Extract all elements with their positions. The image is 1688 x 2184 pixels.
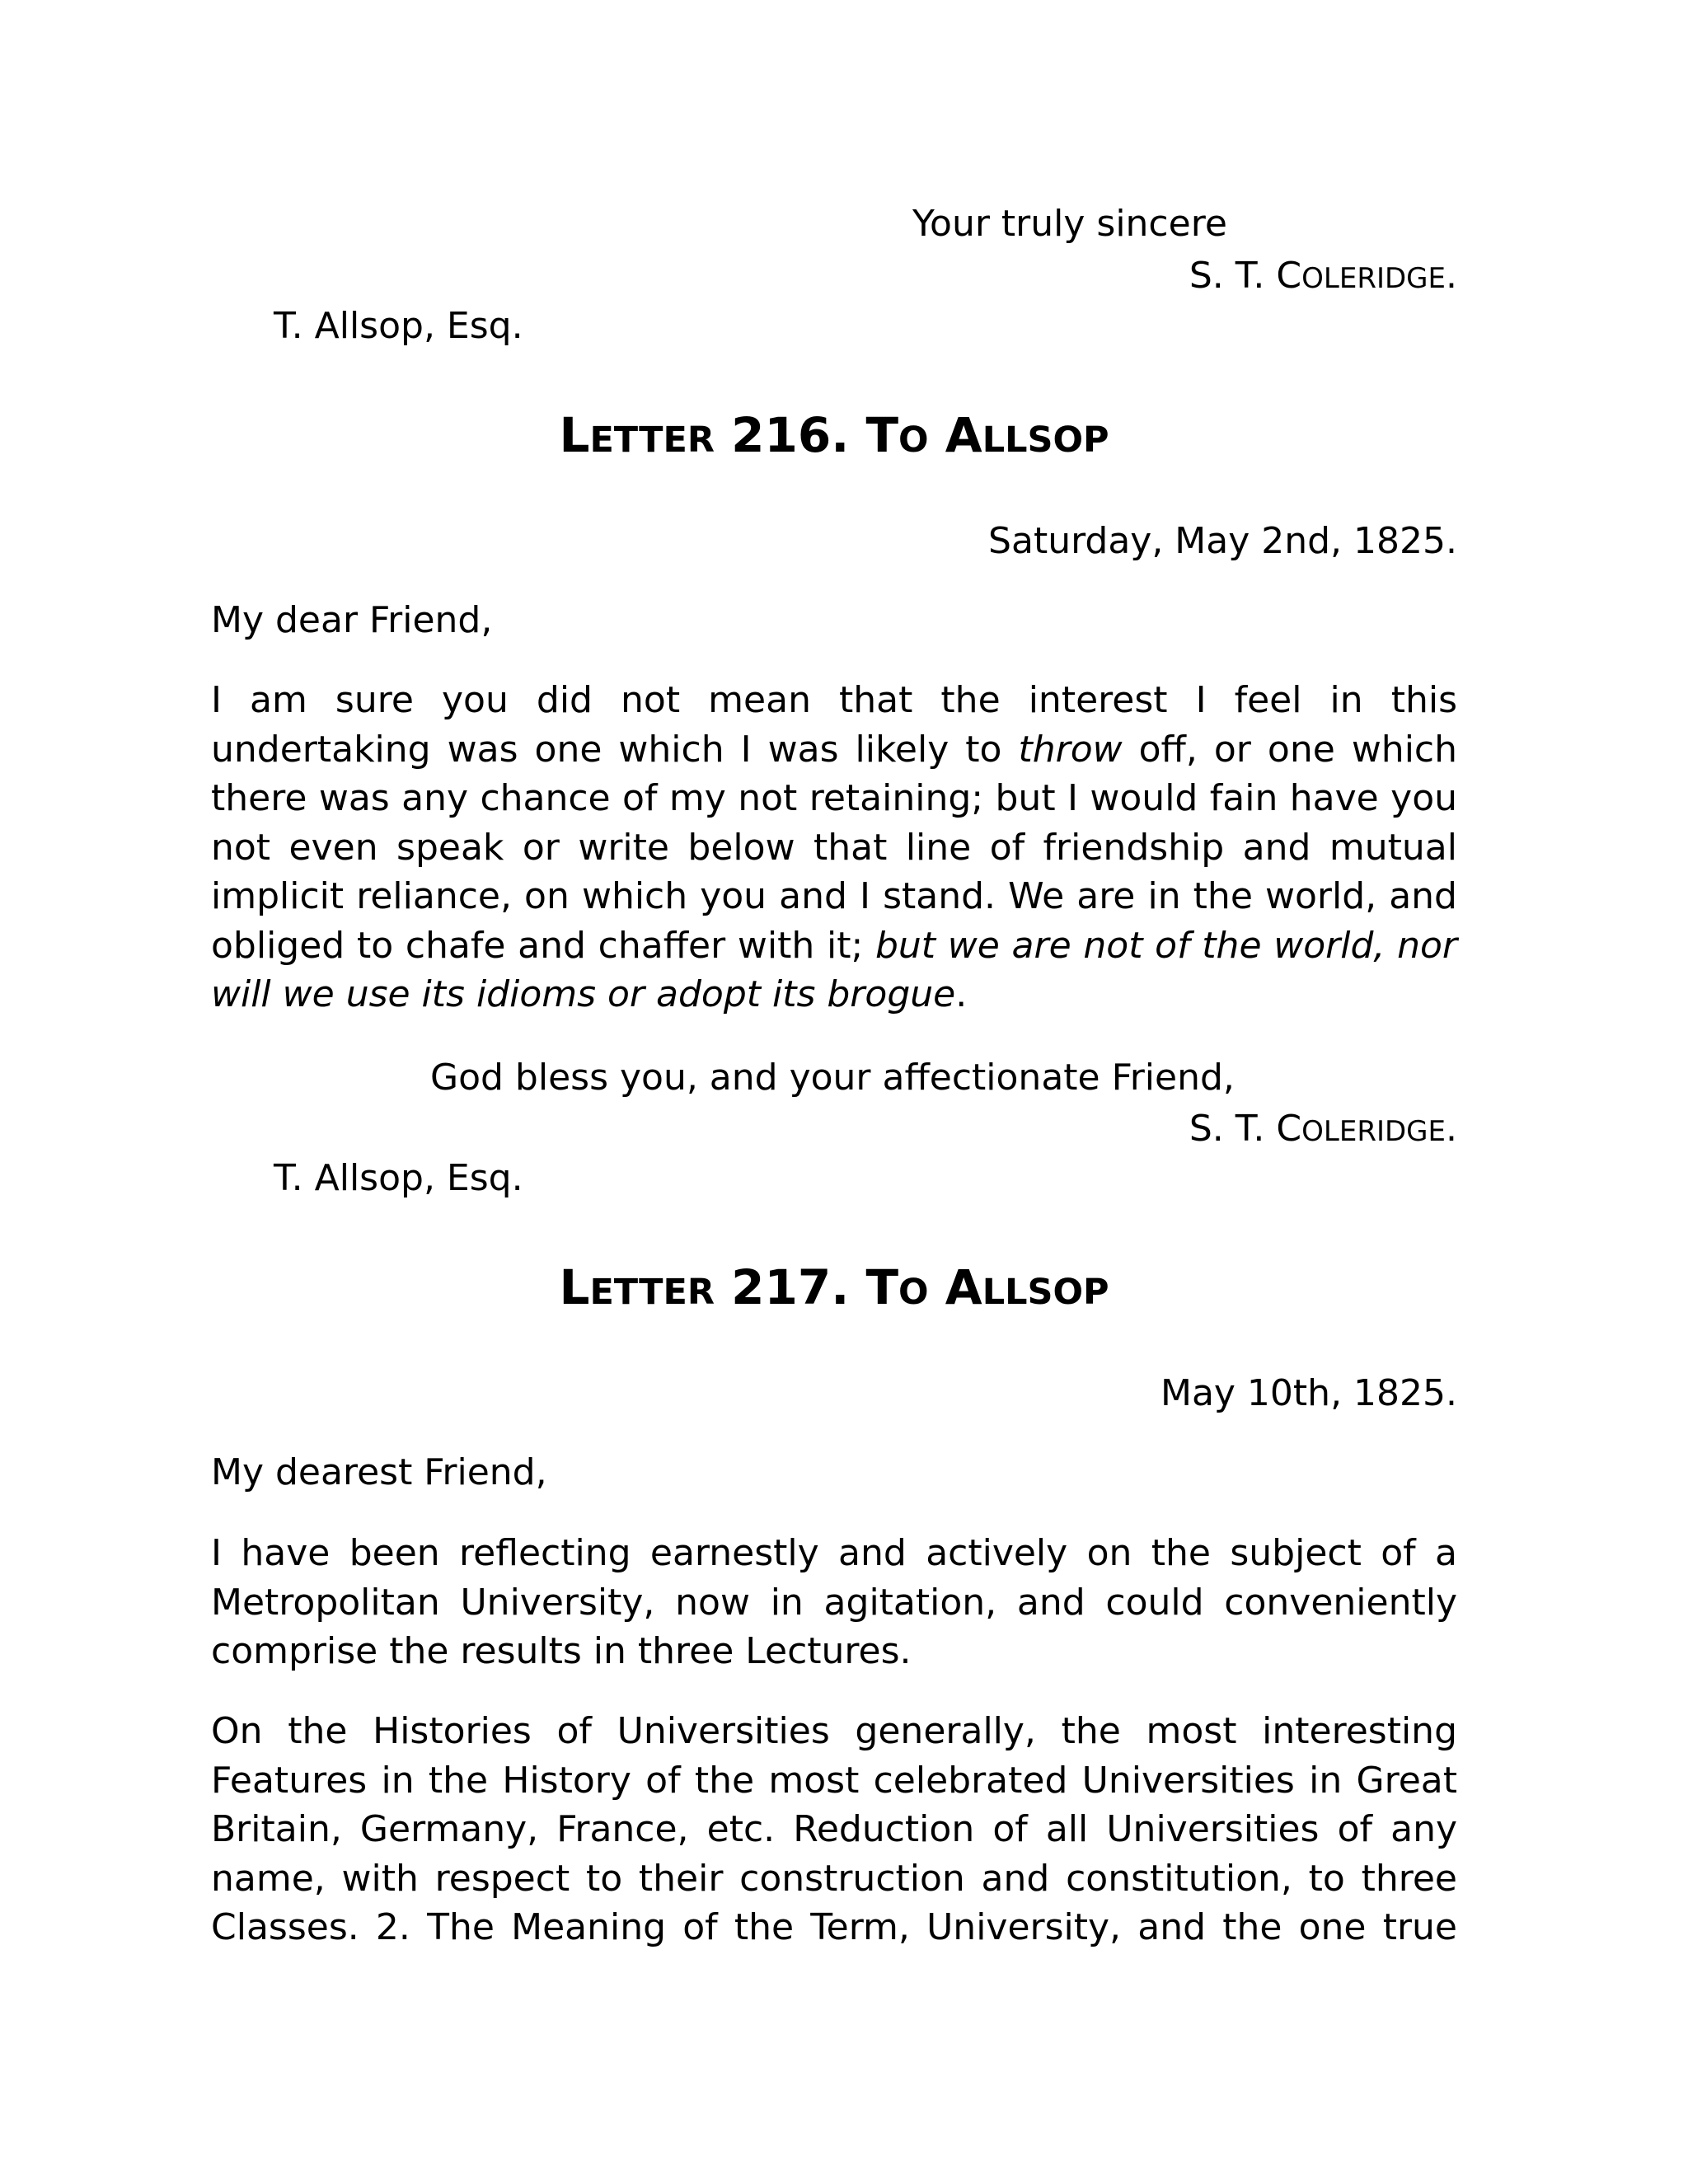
letter-217-paragraph-2: On the Histories of Universities generally, the most interesting Features in the History of the most celebrated Universities in Great Britain, Germany, France, etc. Reduction of all Universities of any name, with respect to their construction and constitution, to three Classes. 2. The Meaning of the Term, University, and the one true xyxy=(211,1710,1457,1948)
addressee: T. Allsop, Esq. xyxy=(274,305,523,347)
emphasis-throw: throw xyxy=(1018,728,1123,771)
letter-216-salutation: My dear Friend, xyxy=(211,599,493,641)
signature xyxy=(1189,251,1457,303)
letter-217-heading: LETTER 217. TO ALLSOP xyxy=(559,1259,1109,1315)
signature-initials: S. T. xyxy=(1189,255,1277,297)
letter-217-date: May 10th, 1825. xyxy=(1160,1372,1457,1414)
document-page xyxy=(211,0,1457,2184)
letter-216-addressee: T. Allsop, Esq. xyxy=(274,1157,523,1199)
letter-216-signature: S. T. COLERIDGE. xyxy=(1189,1108,1457,1150)
letter-216-valediction: God bless you, and your affectionate Friend, xyxy=(430,1057,1235,1099)
letter-216-date: Saturday, May 2nd, 1825. xyxy=(988,520,1457,562)
letter-217-salutation: My dearest Friend, xyxy=(211,1451,547,1493)
signature-period: . xyxy=(1446,255,1457,297)
letter-216-heading: LETTER 216. TO ALLSOP xyxy=(559,407,1109,463)
letter-217-paragraph-1: I have been reflecting earnestly and actively on the subject of a Metropolitan University, now in agitation, and could conveniently comprise the results in three Lectures. xyxy=(211,1532,1457,1672)
italic-passage: but we are not of the world, nor will we use its idioms or adopt its brogue xyxy=(211,924,1457,1015)
signature-small-caps: OLERIDGE xyxy=(1301,262,1446,295)
signature-capital: C xyxy=(1276,255,1302,297)
valediction: Your truly sincere xyxy=(912,203,1227,245)
letter-216-paragraph: I am sure you did not mean that the interest I feel in this undertaking was one which I was likely to throw off, or one which there was any chance of my not retaining; but I would fain have you not even speak or write below that line of friendship and mutual implicit reliance, on which you and I stand. We are in the world, and obliged to chafe and chaffer with it; but we are not of the world, nor will we use its idioms or adopt its brogue. xyxy=(211,679,1457,1015)
